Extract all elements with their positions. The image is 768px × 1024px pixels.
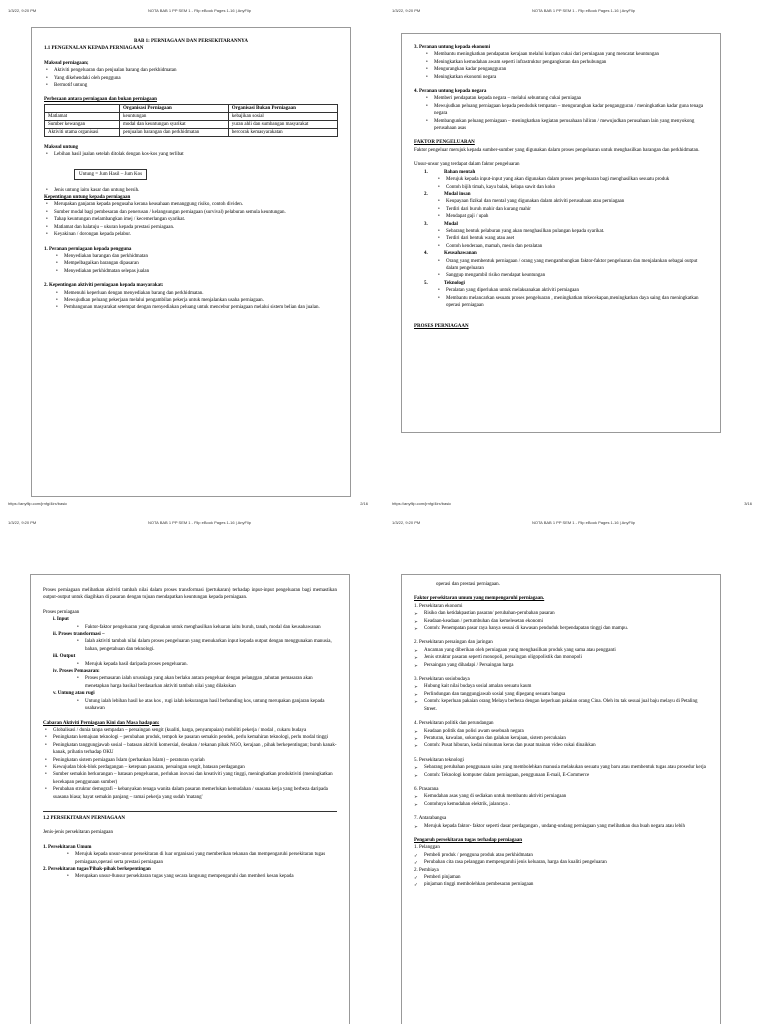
bullet-list [43,698,337,713]
list-item: • Orang yang membentuk perniagaan / orang yang mengambungkan faktor-faktor pengeluaran dan menjalankan sebagai output dalam pengeluaran [436,258,708,273]
subheading: v. Untung atau rugi [53,691,95,697]
list-item: ➢ Contohnya kemudahan elektrik, jalanraya . [414,801,708,808]
bullet-list [414,198,708,220]
subheading: Kepentingan untung kepada perniagaan [44,195,131,201]
list-item: ➢ Keadaan politik dan polisi awam sesebuah negara [414,728,708,735]
list-item: • Lebihan hasil jualan setelah ditolak dengan kos-kos yang terlibat [44,151,338,158]
list-item: ➢ Merujuk kepada faktor- faktor seperti dasar perdagangan , undang-undang perniagaan yang melibatkan dua buah negara atau lebih [414,823,708,830]
list-item: ✓ Perubahan cita rasa pelanggan mempengaruhi jenis keluaran, harga dan kualiti pengeluaran [414,859,708,866]
list-item: ➢ Keadaan-keadaan / pertumbuhan dan kemelesetan ekonomi [414,618,708,625]
print-date: 1/3/22, 9:20 PM [8,8,37,13]
list-item: ➢ Jenis struktur pasaran seperti monopoli, persaingan oligopolistik dan monopoli [414,654,708,661]
list-item: • Contoh kenderaan, mamah, mesin dan peralatan [436,243,708,250]
list-item: • Yang dikehendaki oleh pengguna [44,75,338,82]
print-date: 1/3/22, 9:20 PM [392,8,421,13]
bullet-list [44,151,338,158]
list-item: • Menyediakan barangan dan perkhidmatan [54,253,338,260]
list-item: • Mewujudkan peluang pekerjaan melalui pengambilan pekerja untuk menjalankan usaha perniagaan. [54,297,338,304]
list-item: • Sumber semakin berkurangan – batasan pengeluaran, perlukan inovasi dan kreativiti yang tinggi, meningkatkan produktiviti (meningkatkan kecekapan penggunaan sumber) [43,771,337,786]
subheading: 1. Persekitaran ekonomi [414,603,463,609]
page-sheet-2 [384,0,768,512]
list-item: ➢ Contoh: Penempatan pasar raya hanya sesuai di kawasan penduduk berpendapatan tinggi dan mampu. [414,625,708,632]
subheading: iv. Proses Pemasaran: [53,669,100,675]
list-item: ✓ Pembeli produk / pengguna produk atau perkhidmatan [414,852,708,859]
subheading: 3. Peranan untung kepada ekonomi [414,45,490,50]
print-date: 1/3/22, 9:20 PM [392,520,421,525]
subheading: PROSES PERNIAGAAN [414,324,469,330]
list-item: • Peralatan yang diperlukan untuk melaksanakan aktiviti perniagaan [436,287,708,294]
page-url[interactable]: https://anyflip.com/jrnfg/4irx/basic [392,501,452,506]
document-page [401,574,721,1024]
arrow-list [414,793,708,808]
table-header: Organisasi Perniagaan [120,104,229,112]
arrow-list [414,728,708,750]
arrow-list [414,610,708,632]
list-item: • Tahap keuntungan melambangkan imej / kecemerlangan syarikat. [44,216,338,223]
print-title: NOTA BAB 1 PP SEM 1 - Flip eBook Pages 1-16 | AnyFlip [532,520,635,525]
list-item: • Memenuhi keperluan dengan menyediakan barang dan perkhidmatan. [54,290,338,297]
subheading: 1. Peranan perniagaan kepada pengguna [44,246,132,252]
bullet-list [414,287,708,309]
list-item: • Bermotif untung [44,82,338,89]
subheading: i. Input [53,617,69,623]
list-item: • Faktor-faktor pengeluaran yang digunakan untuk menghasilkan keluaran iaitu buruh, tanah, modal dan keusahawanan [75,624,337,631]
subheading: 2. Modal insan [424,191,471,197]
list-item: • Meningkatkan ekonomi negara [424,74,708,81]
list-item: ➢ Ancaman yang diberikan oleh perniagaan yang menghasilkan produk yang sama atau pengganti [414,647,708,654]
list-item: • Terdiri dari bentuk wang atau aset [436,235,708,242]
print-footer [392,501,760,506]
subheading: 2. Persekitaran tugas/Pihak-pihak berkepentingan [43,867,151,872]
list-item: • Memberi pendapatan kepada negara – melalui sebuntung cukai perniagaa [424,95,708,102]
list-item: • Merupakan ganjaran kepada pengusaha kerana keusahaan menanggung risiko, contoh dividen. [44,201,338,208]
list-item: ➢ Contoh: Teknologi komputer dalam perniagaan, penggunaan E-mail, E-Commerce [414,772,708,779]
print-title: NOTA BAB 1 PP SEM 1 - Flip eBook Pages 1-16 | AnyFlip [532,8,635,13]
subheading: 1. Bahan mentah [424,169,476,175]
list-item: ✓ Pemberi pinjaman [414,874,708,881]
bullet-list [414,258,708,280]
subheading: 2. Pembiaya [414,867,439,873]
subheading: 7. Antarabangsa [414,816,447,822]
document-page [30,574,350,1024]
bullet-list [414,51,708,81]
bullet-list [43,851,337,866]
list-item: ➢ Perlindungan dan tanggungjawab sosial yang dipegang sesuatu bangsa [414,691,708,698]
list-item: • Terdiri dari buruh mahir dan kurang mahir [436,206,708,213]
chapter-heading: BAB 1: PERNIAGAAN DAN PERSEKITARANNYA [134,39,248,44]
list-item: • Merupakan unsur-0unsur persekitaran tugas yang secara langsung mempengaruhi dan memberi kesan kepada [65,873,337,880]
list-item: • Membantu meningkatkan pendapatan kerajaan melalui kutipan cukai dari perniagaan yang mencatat keuntungan [424,51,708,58]
subheading: FAKTOR PENGELUARAN [414,140,475,146]
list-item: ➢ Contoh: keperluan pakaian orang Melayu berbeza dengan keperluan pakaian orang Cina. Oleh itu tak sesuai jual baju melayu di Petaling Street. [414,698,708,713]
subheading: Cabaran Aktiviti Perniagaan Kini dan Masa hadapan: [43,720,160,726]
list-item: • Jenis untung iaitu kasar dan untung bersih. [44,187,338,194]
paragraph: Jenis-jenis persekitaran perniagaan [43,830,113,836]
subheading: Perbezaan antara perniagaan dan bukan perniagaan [44,97,157,103]
list-item: • Sumber modal bagi pembesaran dan penerusan / kelangsungan perniagaan (survival) pelaburan semula keuntungan. [44,209,338,216]
bullet-list [43,675,337,690]
subheading: Maksud untung [44,144,79,150]
print-title: NOTA BAB 1 PP SEM 1 - Flip eBook Pages 1-16 | AnyFlip [148,520,251,525]
list-item: • Peningkatan sistem perniagaan Islam (perbankan Islam) – peraturan syariah [43,757,337,764]
check-list [414,874,708,889]
subheading: 5. Persekitaran teknologi [414,757,464,763]
arrow-list [414,647,708,669]
bullet-list [43,624,337,631]
list-item: • Merujuk kepada hasil daripada proses pengeluaran. [75,661,337,668]
paragraph: operasi dan prestasi perniagaan. [436,582,500,587]
list-item: • Keupayaan fizikal dan mental yang digunakan dalam aktiviti perusahaan atau perniagaan [436,198,708,205]
page-number: 2/16 [360,501,368,506]
bullet-list [44,67,338,89]
subheading: 3. Modal [424,221,458,227]
list-item: ➢ Contoh: Pusat hiburan, kedai minuman keras dan pusat mainan video cukai dinaikkan [414,742,708,749]
bullet-list [44,187,338,194]
bullet-list [44,201,338,238]
paragraph: Unsur-unsur yang terdapat dalam faktor pengeluaran [414,162,520,168]
print-title: NOTA BAB 1 PP SEM 1 - Flip eBook Pages 1-16 | AnyFlip [148,8,251,13]
section-heading: 1.1 PENGENALAN KEPADA PERNIAGAAN [44,46,144,52]
section-heading: 1.2 PERSEKITARAN PERNIAGAAN [43,815,125,821]
list-item: ➢ Sebarang perubahan penggunaan sains yang membolehkan manusia melakukan sesuatu yang baru atau membentuk tugas atau prosedur kerja [414,764,708,771]
check-list [414,852,708,867]
document-page [401,33,721,433]
list-item: • Matlamat dan halatuju – ukuran kepada prestasi perniagaan. [44,224,338,231]
subheading: iii. Output [53,654,76,660]
print-footer [8,501,376,506]
page-url[interactable]: https://anyflip.com/jrnfg/4irx/basic [8,501,68,506]
document-page [31,27,351,497]
arrow-list [414,823,708,830]
subheading: 3. Persekitaran sosiobudaya [414,677,470,683]
paragraph: Proses perniagaan [43,609,80,615]
subheading: 5. Teknologi [424,280,465,286]
page-number: 3/16 [744,501,752,506]
list-item: • Proses pemasaran ialah urusniaga yang akan berlaku antara pengeluar dengan pelanggan ,tahutan pemasaran akan menetapkan harga basikal berdasarkan aktiviti tambah nilai yang dilakukan [75,675,337,690]
list-item: ➢ Peraturan, kawalan, sokongan dan galakan kerajaan, sistem percukaian [414,735,708,742]
list-item: • Kewujudan blok-blok perdagangan – ketepuan pasaran, persaingan sengit, batasan perdagangan [43,764,337,771]
list-item: ➢ Hubung kait nilai budaya sosial amalan sesuatu kaum [414,683,708,690]
subheading: Maksud perniagaan; [44,60,89,66]
bullet-list [43,727,337,801]
list-item: • Peningkatan kemajuan teknologi – perubahan produk, tempoh ke pasaran semakin pendek, perlu kemahiran teknologi, perlu modal tinggi [43,734,337,741]
bullet-list [414,95,708,132]
list-item: • Pembangunan masyarakat setempat dengan menyediakan peluang untuk mencebur perniagaan melalui sistem belian dan jualan. [54,304,338,311]
list-item: ➢ Persaingan yang dihadapi / Persaingan harga [414,662,708,669]
list-item: • Mendapat gaji / upah [436,213,708,220]
subheading: 4. Persekitaran politik dan perundangan [414,721,494,727]
subheading: 2. Persekitaran persaingan dan jaringan [414,640,493,646]
list-item: ➢ Risiko dan ketidakpastian pasaran/ perubahan-perubahan pasaran [414,610,708,617]
list-item: • Keyakinan / dorongan kepada pelabur. [44,231,338,238]
list-item: • Merujuk kepada unsur-unsur persekitaran di luar organisasi yang memberikan tekanan dan mempengaruhi persekitaran tugas perniagaan,operasi serta prestasi perniagaan [65,851,337,866]
list-item: • Untung ialah lebihan hasil ke atas kos , rugi ialah kekurangan hasil berbanding kos, untung merupakan ganjaran kepada usahawan [75,698,337,713]
bullet-list [414,228,708,250]
subheading: Pengaruh persekitaran tugas terhadap perniagaan [414,837,523,843]
list-item: • Globalisasi / dunia tanpa sempadan – persaingan sengit (kualiti, harga, penyampaian) mobiliti pekerja / modal , cukaru budaya [43,727,337,734]
page-sheet-1 [0,0,384,512]
list-item: ✓ pinjaman tinggi membolehkan pembesaran perniagaan [414,881,708,888]
table-row: Matlamat keuntungan kebajikan sosial [45,112,338,120]
list-item: • Ialah aktiviti tambah nilai dalam proses pengeluaran yang menukarkan input kepada output dengan menggunakan manusia, bahan, pengetahuan dan teknologi. [75,638,337,653]
page-sheet-4 [384,512,768,1024]
list-item: • Mewujudkan peluang perniagaan kepada penduduk tempatan – mengurangkan kadar pengangguran / meningkatkan kadar guna tenaga negara [424,103,708,118]
bullet-list [43,661,337,668]
subheading: 4. Peranan untung kepada negara [414,89,487,95]
list-item: • Mengurangkan kadar pengangguran [424,66,708,73]
subheading: 1. Pelanggan [414,845,440,851]
list-item: • Menyediakan perkhidmatan selepas jualan [54,268,338,275]
profit-formula: Untung = Jum Hasil – Jum Kos [74,169,147,180]
bullet-list [43,638,337,653]
list-item: • Membantu melancarkan sesuatu proses pengeluaran , meningkatkan mkecekapan,meningkatkan daya saing dan meningkatkan operasi perniagaan [436,295,708,310]
list-item: • Mempelbagaikan barangan dipasaran [54,260,338,267]
paragraph: Proses perniagaan melibatkan aktiviti tambah nilai dalam proses transformasi (pertukaran) terhadap input-input pengeluaran bagi memastikan output-output untuk diagihkan di pasaran dengan tujuan mendapatkan keuntungan kepada perniagaan. [43,588,337,601]
bullet-list [44,253,338,275]
list-item: • Contoh bijih timah, kayu balak, kelapa sawit dan koko [436,184,708,191]
paragraph: Faktor pengeluar merujuk kepada sumber-sumber yang digunakan dalam proses pengeluaran untuk menghasilkan barangan dan perkhidmatan. [414,147,700,153]
list-item: • Membangunkan peluang perniagaan – meningkatkan kegiatan perusahaan hiliran / mewujudkan perusahaan lain yang menyokong perusahaan asas [424,118,708,133]
subheading: Faktor persekitaran umum yang mempengaruhi perniagaan. [414,596,545,602]
page-sheet-3 [0,512,384,1024]
bullet-list [414,176,708,191]
list-item: • Sanggup mengambil risiko mendapat keuntungan [436,272,708,279]
bullet-list [43,873,337,880]
subheading: 4. Keusahawanan [424,251,477,257]
subheading: 2. Kepentingan aktiviti perniagaan kepada masyarakat: [44,283,164,289]
table-header: Organisasi Bukan Perniagaan [228,104,337,112]
subheading: ii. Proses transformasi – [53,632,105,638]
bullet-list [44,290,338,312]
arrow-list [414,764,708,779]
subheading: 6. Prasarana [414,786,439,792]
list-item: • Sebarang bentuk pelaburan yang akan menghasilkan pulangan kepada syarikat. [436,228,708,235]
list-item: • Perubahan struktur demografi – kebanyakan tenaga wanita dalam pasaran memerlukan kemudahan / suasana kerja yang berbeza daripada suasana biasa; hayat semakin panjang – ramai pekerja yang sudah 'matang' [43,786,337,801]
list-item: • Peningkatan tanggungjawab sosial – batasan aktiviti komersial, desakan / tekanan pihak NGO, kerajaan , pihak berkepentingan; buruh kanak-kanak, prihatin terhadap OKU [43,742,337,757]
list-item: ➢ Kemudahan asas yang di sediakan untuk membantu aktiviti perniagaan [414,793,708,800]
subheading: 1. Persekitaran Umum [43,844,92,850]
list-item: • Merujuk kepada input-input yang akan digunakan dalam proses pengeluaran bagi menghasilkan sesuatu produk [436,176,708,183]
list-item: • Aktiviti pengeluaran dan penjualan barang dan perkhidmatan [44,67,338,74]
comparison-table [44,104,338,137]
table-row: Aktiviti utama organisasi penjualan barangan dan perkhidmatan bercorak kemasyarakatan [45,128,338,136]
arrow-list [414,683,708,713]
table-row: Sumber kewangan modal dan keuntungan syarikat yuran ahli dan sumbangan masyarakat [45,120,338,128]
list-item: • Meningkatkan kemudahan awam seperti infrastruktur pengangkutan dan perhubungan [424,59,708,66]
print-date: 1/3/22, 9:20 PM [8,520,37,525]
